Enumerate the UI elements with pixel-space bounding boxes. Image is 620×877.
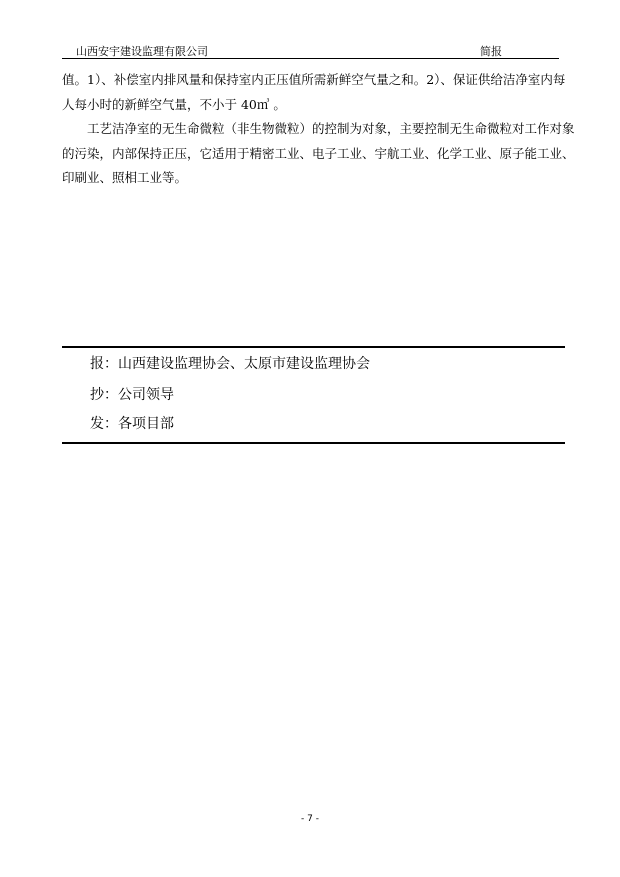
body-line: 值。1）、补偿室内排风量和保持室内正压值所需新鲜空气量之和。2）、保证供给洁净室内每: [62, 72, 566, 87]
distribution-bottom-rule: [62, 442, 565, 444]
distribution-top-rule: [62, 346, 565, 348]
body-line: 人每小时的新鲜空气量，不小于 40㎥ 。: [62, 96, 286, 112]
body-text: [62, 68, 575, 191]
doc-type: 简报: [480, 45, 502, 58]
body-line: 印刷业、照相工业等。: [62, 170, 188, 185]
company-name: 山西安宇建设监理有限公司: [76, 45, 208, 58]
body-line: 的污染，内部保持正压，它适用于精密工业、电子工业、宇航工业、化学工业、原子能工业、: [62, 145, 575, 161]
page-header: [62, 40, 559, 59]
page-number: - 7 -: [301, 814, 319, 824]
send-to-line: 发：各项目部: [90, 416, 174, 432]
report-to-line: 报：山西建设监理协会、太原市建设监理协会: [90, 356, 370, 372]
body-line: 工艺洁净室的无生命微粒（非生物微粒）的控制为对象，主要控制无生命微粒对工作对象: [87, 121, 575, 136]
copy-to-line: 抄：公司领导: [90, 387, 174, 403]
